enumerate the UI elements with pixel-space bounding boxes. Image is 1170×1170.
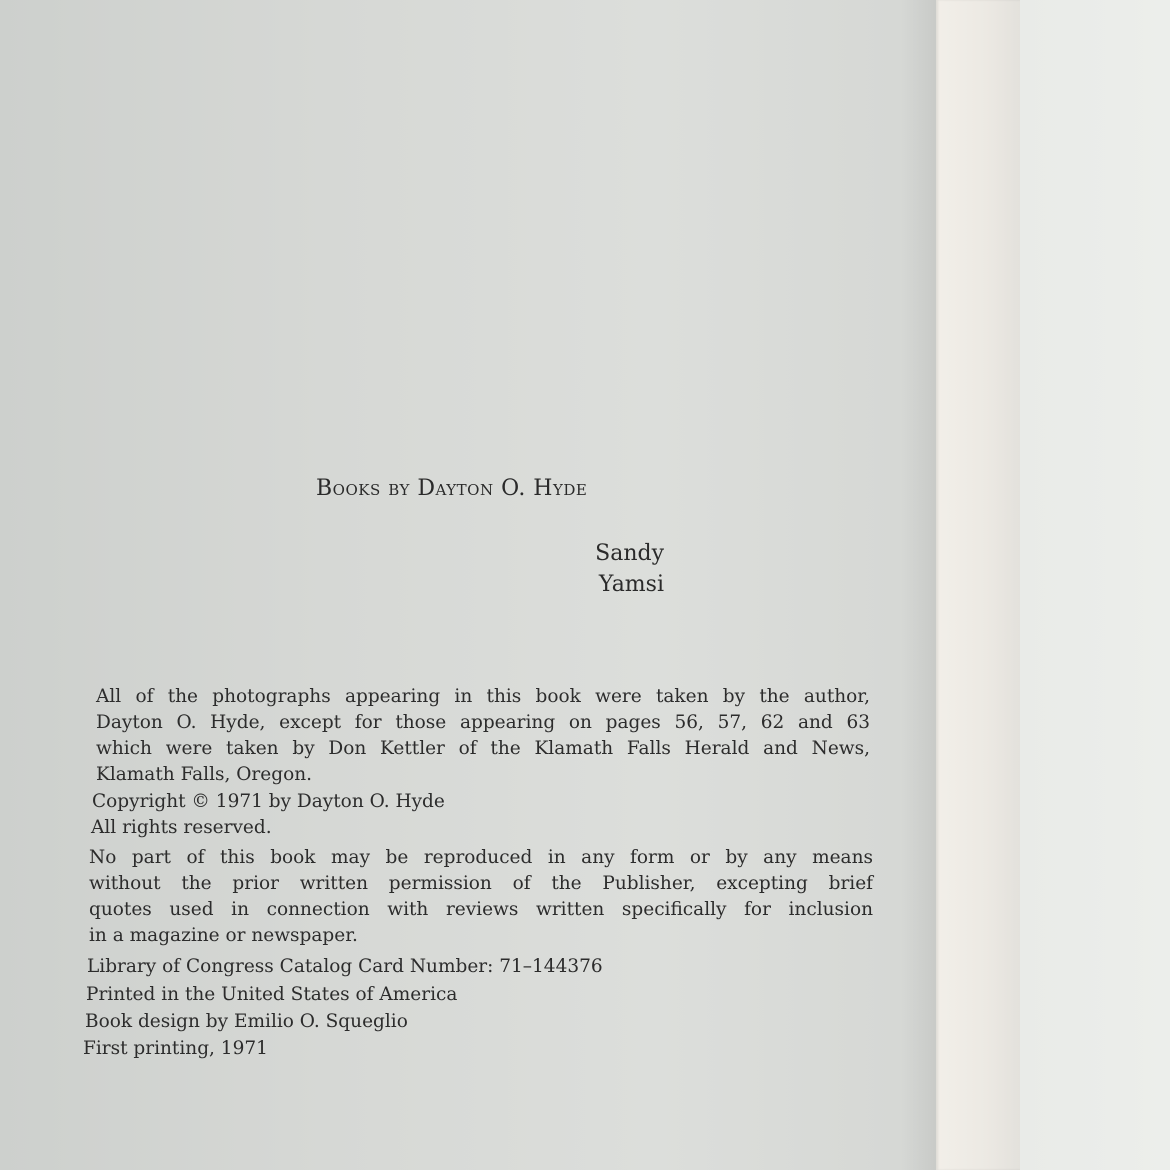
catalog-number: Library of Congress Catalog Card Number: 71–144376 [87,956,603,977]
show-through-text [1055,700,1170,1024]
rights-line: All rights reserved. [91,817,272,838]
book-list [560,538,664,600]
permission-line: quotes used in connection with reviews written specifically for inclusion [89,899,873,920]
permission-line: without the prior written permission of the Publisher, excepting brief [89,873,873,894]
book-design-line: Book design by Emilio O. Squeglio [85,1011,408,1032]
permission-line: in a magazine or newspaper. [89,925,358,946]
books-by-heading: Books by Dayton O. Hyde [316,476,588,501]
photo-credit-line: All of the photographs appearing in this book were taken by the author, [96,686,870,707]
book-title: Yamsi [598,572,664,597]
permission-line: No part of this book may be reproduced in any form or by any means [89,847,873,868]
copyright-line: Copyright © 1971 by Dayton O. Hyde [92,791,445,812]
page-gutter-shadow [900,0,936,1170]
photo-credit-line: which were taken by Don Kettler of the Klamath Falls Herald and News, [96,738,870,759]
printed-in-line: Printed in the United States of America [86,984,458,1005]
book-title: Sandy [595,541,664,566]
page-edge [936,0,1020,1170]
photo-credit-line: Klamath Falls, Oregon. [96,764,313,785]
permission-paragraph [89,845,873,949]
photo-credit-paragraph [96,684,870,788]
photo-credit-line: Dayton O. Hyde, except for those appearing on pages 56, 57, 62 and 63 [96,712,870,733]
first-printing-line: First printing, 1971 [83,1038,268,1059]
